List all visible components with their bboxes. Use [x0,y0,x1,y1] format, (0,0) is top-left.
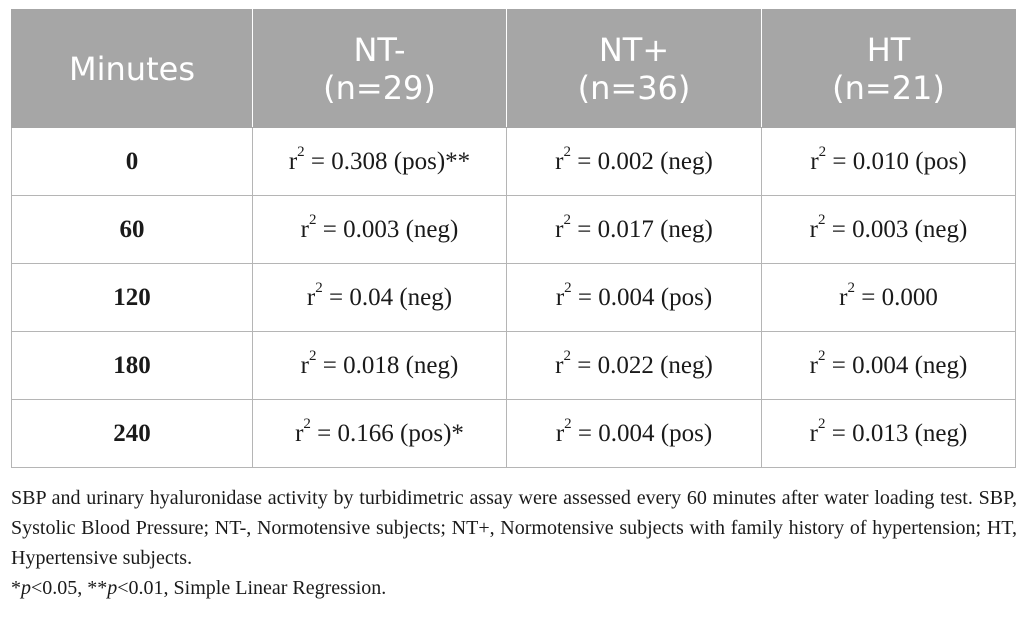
header-minutes [12,10,253,128]
table-row [12,196,1016,264]
r-squared-value: = 0.004 (pos) [571,419,713,447]
r-squared-value: = 0.166 (pos)* [310,419,464,447]
header-minutes-label: Minutes [69,49,195,88]
header-ht-label: HT [866,30,911,69]
minutes-cell: 0 [12,128,253,196]
header-nt-minus [253,10,507,128]
r-squared-value: = 0.308 (pos)** [304,147,471,175]
r-squared-symbol: $r^2$ [555,280,572,311]
r-squared-value: = 0.000 [854,283,938,311]
ht-cell [762,332,1016,400]
header-nt-minus-n: (n=29) [323,68,436,107]
header-nt-plus-n: (n=36) [577,68,691,107]
r-squared-symbol: $r^2$ [300,348,317,379]
r-squared-symbol: $r^2$ [555,348,571,379]
minutes-cell: 240 [12,400,253,468]
table-row [12,332,1016,400]
header-nt-minus-label: NT- [353,30,406,69]
nt-minus-cell [253,400,507,468]
r-squared-value: = 0.018 (neg) [316,351,459,379]
r-squared-symbol: $r^2$ [555,212,571,243]
results-table [11,9,1016,468]
header-ht-n: (n=21) [832,68,945,107]
r-squared-value: = 0.004 (neg) [825,351,968,379]
r-squared-value: = 0.003 (neg) [825,215,968,243]
nt-minus-cell [253,196,507,264]
r-squared-symbol: $r^2$ [839,280,855,311]
r-squared-value: = 0.002 (neg) [570,147,713,175]
nt-plus-cell [507,128,762,196]
r-squared-value: = 0.004 (pos) [571,283,713,311]
ht-cell [762,264,1016,332]
table-footnote [11,483,1017,603]
table-row [12,400,1016,468]
r-squared-symbol: $r^2$ [288,144,305,175]
header-row [12,10,1016,128]
r-squared-value: = 0.013 (neg) [825,419,968,447]
nt-plus-cell [507,264,762,332]
nt-minus-cell [253,264,507,332]
r-squared-symbol: $r^2$ [555,144,571,175]
header-nt-plus-label: NT+ [598,30,670,69]
r-squared-symbol: $r^2$ [809,348,826,379]
r-squared-symbol: $r^2$ [555,416,572,447]
nt-plus-cell [507,332,762,400]
r-squared-symbol: $r^2$ [809,212,826,243]
r-squared-symbol: $r^2$ [306,280,323,311]
ht-cell [762,128,1016,196]
table-row [12,128,1016,196]
minutes-cell: 60 [12,196,253,264]
r-squared-value: = 0.010 (pos) [826,147,967,175]
nt-plus-cell [507,196,762,264]
r-squared-value: = 0.003 (neg) [316,215,459,243]
significance-legend: *p<0.05, **p<0.01, Simple Linear Regression. [11,577,387,599]
r-squared-symbol: $r^2$ [810,144,827,175]
table-row [12,264,1016,332]
r-squared-value: = 0.04 (neg) [322,283,453,311]
r-squared-symbol: $r^2$ [295,416,311,447]
nt-minus-cell [253,128,507,196]
nt-plus-cell [507,400,762,468]
r-squared-value: = 0.017 (neg) [570,215,713,243]
r-squared-symbol: $r^2$ [300,212,317,243]
r-squared-symbol: $r^2$ [809,416,826,447]
minutes-cell: 120 [12,264,253,332]
ht-cell [762,196,1016,264]
ht-cell [762,400,1016,468]
footnote-description: SBP and urinary hyaluronidase activity by turbidimetric assay were assessed every 60 minutes after water loading test. SBP, Systolic Blood Pressure; NT-, Normotensive subjects; NT+, Normotensive subjects with family history of hypertension; HT, Hypertensive subjects. [11,487,1017,569]
header-ht [762,10,1016,128]
r-squared-value: = 0.022 (neg) [570,351,713,379]
header-nt-plus [507,10,762,128]
minutes-cell: 180 [12,332,253,400]
nt-minus-cell [253,332,507,400]
